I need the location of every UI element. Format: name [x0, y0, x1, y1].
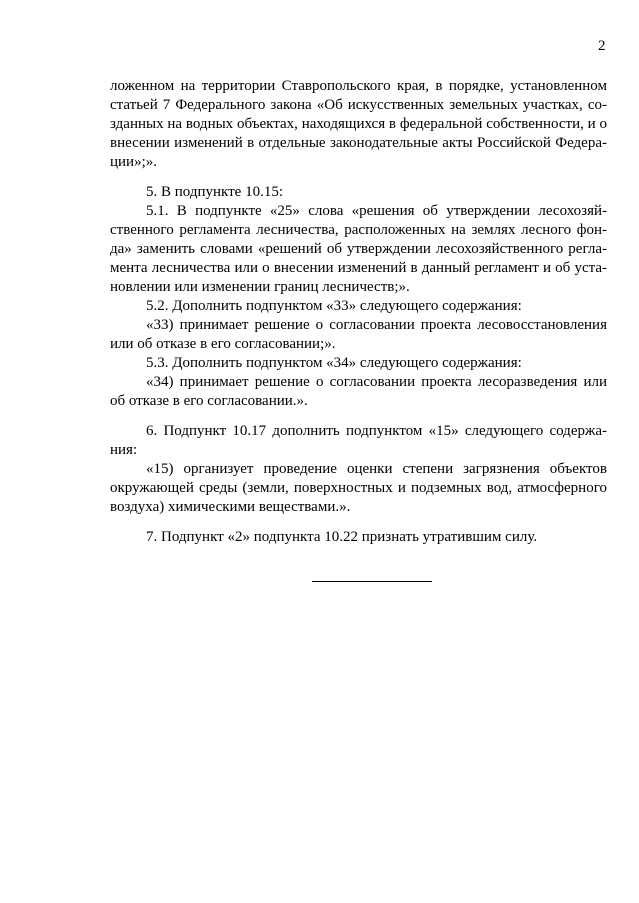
- text-line: ции»;».: [110, 154, 157, 170]
- text-line: или об отказе в его согласовании;».: [110, 336, 336, 352]
- text-line: «15) организует проведение оценки степени загрязнения объектов: [146, 461, 607, 477]
- text-line: новлении или изменении границ лесничеств;».: [110, 279, 410, 295]
- text-line: воздуха) химическими веществами.».: [110, 499, 351, 515]
- text-line: «34) принимает решение о согласовании проекта лесоразведения или: [146, 374, 607, 390]
- text-line: 5.2. Дополнить подпунктом «33» следующего содержания:: [146, 298, 522, 314]
- page-number: 2: [598, 38, 606, 54]
- text-line: 5.3. Дополнить подпунктом «34» следующего содержания:: [146, 355, 522, 371]
- text-line: внесении изменений в отдельные законодательные акты Российской Федера-: [110, 135, 607, 151]
- text-line: окружающей среды (земли, поверхностных и подземных вод, атмосферного: [110, 480, 607, 496]
- text-line: 6. Подпункт 10.17 дополнить подпунктом «15» следующего содержа-: [146, 423, 607, 439]
- text-line: зданных на водных объектах, находящихся в федеральной собственности, и о: [110, 116, 607, 132]
- text-line: 5.1. В подпункте «25» слова «решения об утверждении лесохозяй-: [146, 203, 607, 219]
- text-line: ственного регламента лесничества, расположенных на землях лесного фон-: [110, 222, 607, 238]
- separator-line: [312, 581, 432, 582]
- text-line: 5. В подпункте 10.15:: [146, 184, 284, 200]
- text-line: об отказе в его согласовании.».: [110, 393, 308, 409]
- text-line: 7. Подпункт «2» подпункта 10.22 признать утратившим силу.: [146, 529, 538, 545]
- text-line: да» заменить словами «решений об утверждении лесохозяйственного регла-: [110, 241, 607, 257]
- text-line: ния:: [110, 442, 138, 458]
- text-line: «33) принимает решение о согласовании проекта лесовосстановления: [146, 317, 607, 333]
- text-line: ложенном на территории Ставропольского края, в порядке, установленном: [110, 78, 607, 94]
- text-line: мента лесничества или о внесении изменений в данный регламент и об уста-: [110, 260, 607, 276]
- text-line: статьей 7 Федерального закона «Об искусственных земельных участках, со-: [110, 97, 607, 113]
